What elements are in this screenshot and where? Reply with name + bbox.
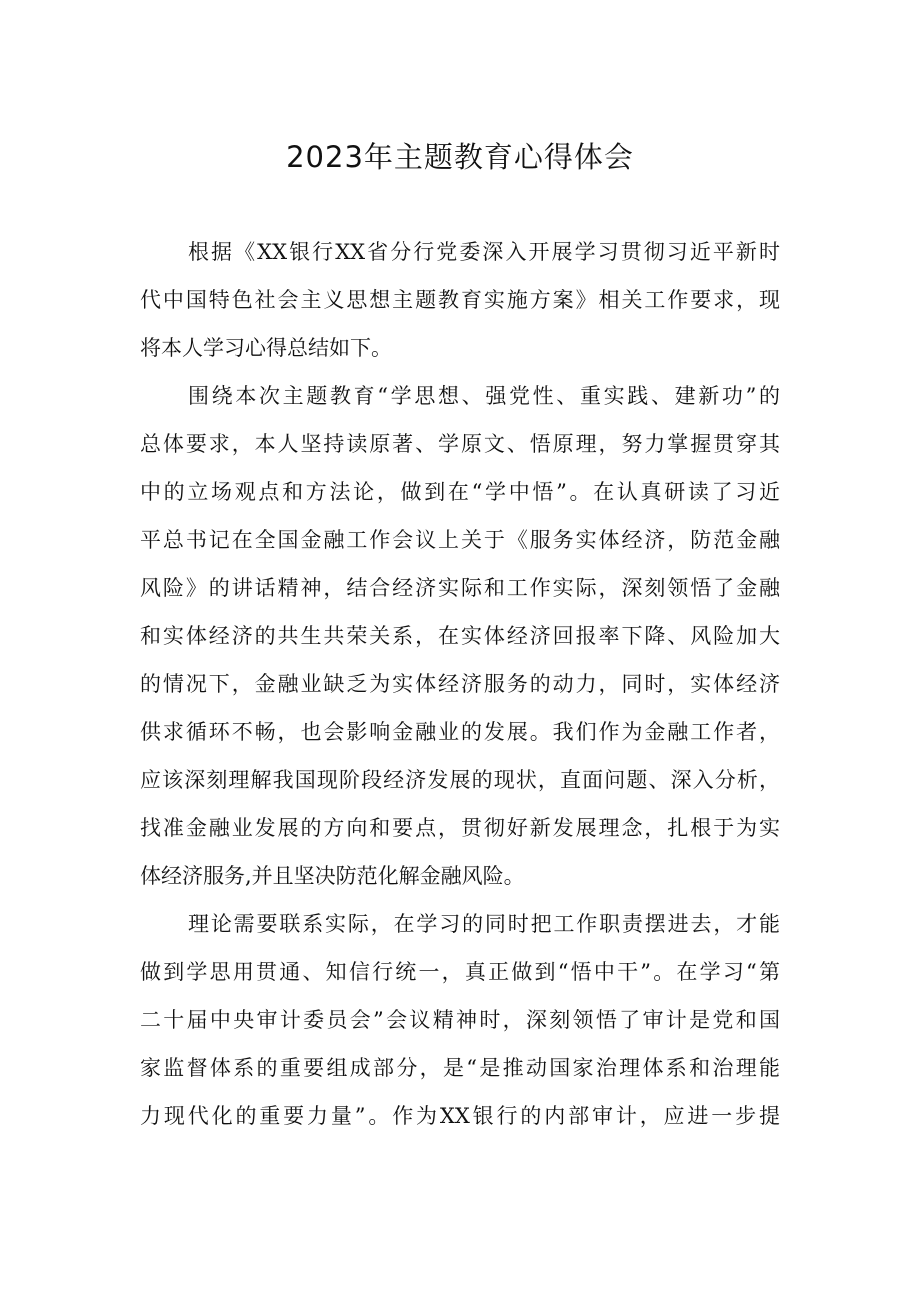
paragraph-2-line-2: 总体要求，本人坚持读原著、学原文、悟原理，努力掌握贯穿其 xyxy=(140,432,780,456)
paragraph-2-line-10: 找准金融业发展的方向和要点，贯彻好新发展理念，扎根于为实 xyxy=(140,816,780,840)
paragraph-3-line-5: 力现代化的重要力量”。作为XX银行的内部审计，应进一步提 xyxy=(140,1104,780,1128)
paragraph-2-line-8: 供求循环不畅，也会影响金融业的发展。我们作为金融工作者， xyxy=(140,720,780,744)
paragraph-3-line-3: 二十届中央审计委员会”会议精神时，深刻领悟了审计是党和国 xyxy=(140,1008,780,1032)
paragraph-2-line-1: 围绕本次主题教育“学思想、强党性、重实践、建新功”的 xyxy=(188,384,780,408)
paragraph-1-line-1: 根据《XX银行XX省分行党委深入开展学习贯彻习近平新时 xyxy=(188,240,780,264)
paragraph-2-line-9: 应该深刻理解我国现阶段经济发展的现状，直面问题、深入分析， xyxy=(140,768,780,792)
paragraph-3-line-1: 理论需要联系实际，在学习的同时把工作职责摆进去，才能 xyxy=(188,912,780,936)
paragraph-1-line-3: 将本人学习心得总结如下。 xyxy=(140,336,392,360)
paragraph-2-line-3: 中的立场观点和方法论，做到在“学中悟”。在认真研读了习近 xyxy=(140,480,780,504)
paragraph-3-line-4: 家监督体系的重要组成部分，是“是推动国家治理体系和治理能 xyxy=(140,1056,780,1080)
paragraph-3-line-2: 做到学思用贯通、知信行统一，真正做到“悟中干”。在学习“第 xyxy=(140,960,780,984)
paragraph-2-line-5: 风险》的讲话精神，结合经济实际和工作实际，深刻领悟了金融 xyxy=(140,576,780,600)
paragraph-2-line-4: 平总书记在全国金融工作会议上关于《服务实体经济，防范金融 xyxy=(140,528,780,552)
document-title: 2023年主题教育心得体会 xyxy=(286,140,634,174)
paragraph-2-line-11: 体经济服务,并且坚决防范化解金融风险。 xyxy=(140,864,525,888)
paragraph-1-line-2: 代中国特色社会主义思想主题教育实施方案》相关工作要求，现 xyxy=(140,288,780,312)
paragraph-2-line-6: 和实体经济的共生共荣关系，在实体经济回报率下降、风险加大 xyxy=(140,624,780,648)
paragraph-2-line-7: 的情况下，金融业缺乏为实体经济服务的动力，同时，实体经济 xyxy=(140,672,780,696)
